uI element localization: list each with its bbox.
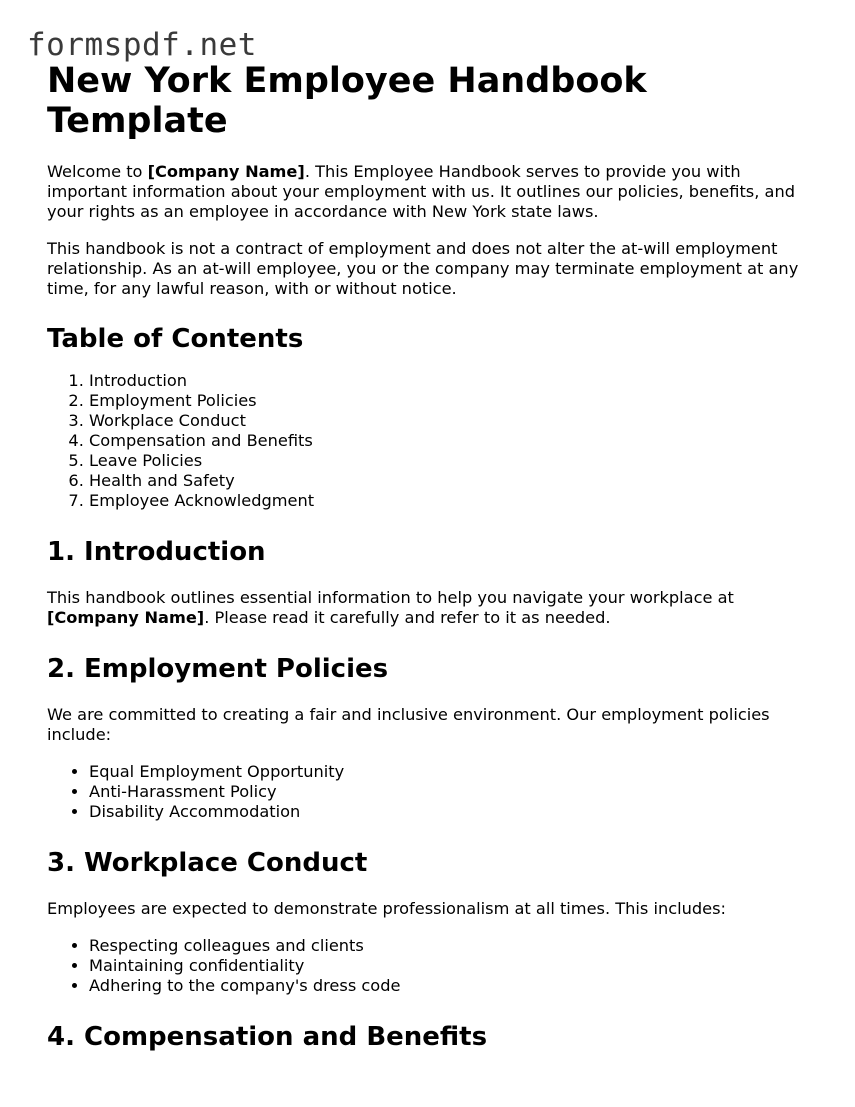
toc-item: 7. Employee Acknowledgment xyxy=(89,491,817,511)
toc-item: 1. Introduction xyxy=(89,371,817,391)
workplace-conduct-list xyxy=(47,936,817,996)
section-heading-introduction: 1. Introduction xyxy=(47,537,266,567)
toc-item: 2. Employment Policies xyxy=(89,391,817,411)
intro-paragraph-1 xyxy=(47,162,817,222)
list-item: • Maintaining confidentiality xyxy=(89,956,817,976)
toc-heading: Table of Contents xyxy=(47,324,304,354)
employment-policies-paragraph: We are committed to creating a fair and inclusive environment. Our employment policies include: xyxy=(47,705,770,744)
watermark: formspdf.net xyxy=(27,27,257,63)
toc-item: 6. Health and Safety xyxy=(89,471,817,491)
list-item: • Anti-Harassment Policy xyxy=(89,782,817,802)
company-name-placeholder: [Company Name] xyxy=(47,608,205,627)
toc-item: 4. Compensation and Benefits xyxy=(89,431,817,451)
toc-item: 3. Workplace Conduct xyxy=(89,411,817,431)
list-item: • Disability Accommodation xyxy=(89,802,817,822)
toc-list xyxy=(47,371,817,511)
section-heading-workplace-conduct: 3. Workplace Conduct xyxy=(47,848,368,878)
section-heading-compensation: 4. Compensation and Benefits xyxy=(47,1022,488,1052)
document-body xyxy=(47,61,817,1052)
workplace-conduct-paragraph: Employees are expected to demonstrate professionalism at all times. This includes: xyxy=(47,899,727,918)
list-item: • Adhering to the company's dress code xyxy=(89,976,817,996)
list-item: • Respecting colleagues and clients xyxy=(89,936,817,956)
list-item: • Equal Employment Opportunity xyxy=(89,762,817,782)
employment-policies-list xyxy=(47,762,817,822)
page-title: New York Employee Handbook Template xyxy=(47,61,647,141)
company-name-placeholder: [Company Name] xyxy=(147,162,305,181)
intro-text-start: Welcome to xyxy=(47,162,148,181)
section-heading-employment-policies: 2. Employment Policies xyxy=(47,654,389,684)
intro-paragraph-2: This handbook is not a contract of employment and does not alter the at-will employment relationship. As an at-will employee, you or the company may terminate employment at any time, for any lawful reason, with or without notice. xyxy=(47,239,799,298)
intro-text-end: . This Employee Handbook serves to provide you with important information about your employment with us. It outlines our policies, benefits, and your rights as an employee in accordance with New York state laws. xyxy=(47,162,795,221)
introduction-paragraph xyxy=(47,588,817,628)
introduction-text-start: This handbook outlines essential information to help you navigate your workplace at xyxy=(47,588,734,607)
introduction-text-end: . Please read it carefully and refer to it as needed. xyxy=(204,608,611,627)
toc-item: 5. Leave Policies xyxy=(89,451,817,471)
